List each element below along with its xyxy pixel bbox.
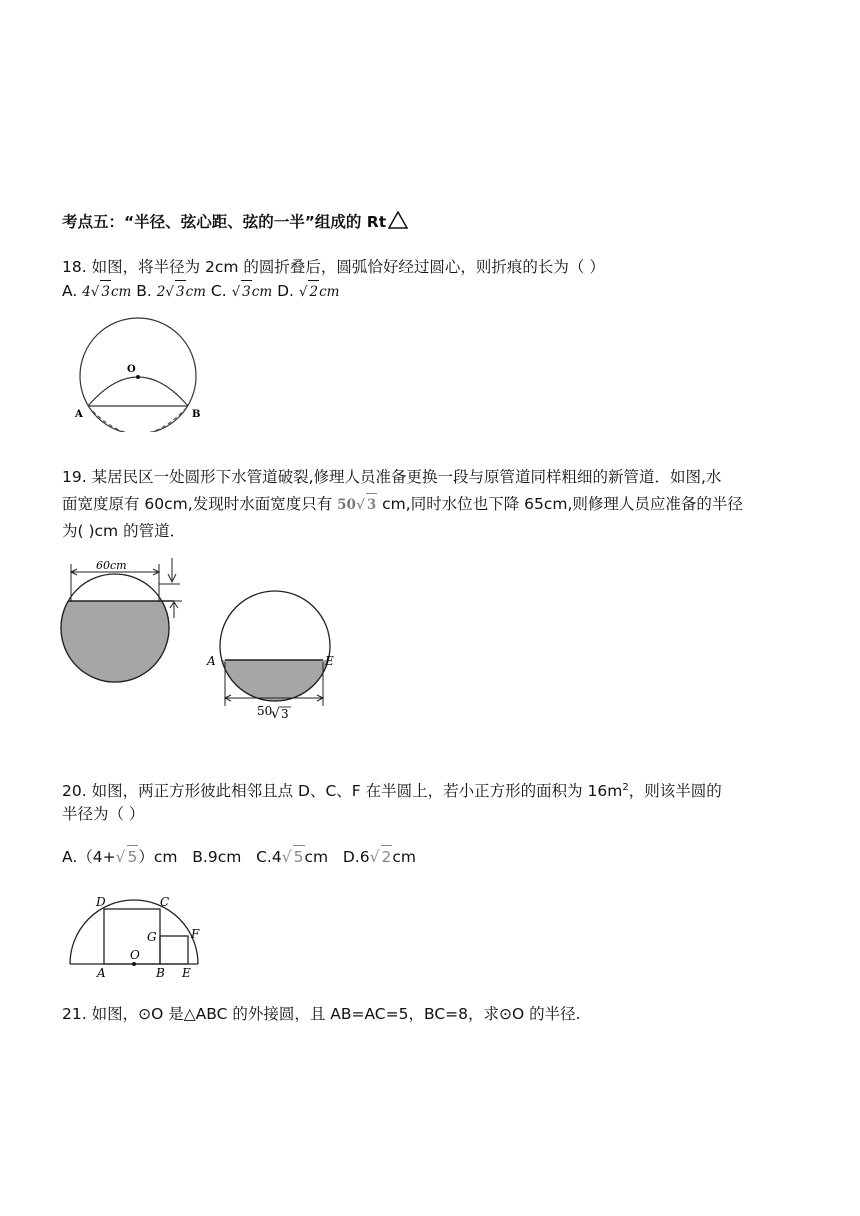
q18-option-b-coef: 2 bbox=[156, 284, 166, 300]
q19-line2-pre: 面宽度原有 60cm,发现时水面宽度只有 bbox=[62, 495, 338, 513]
triangle-icon bbox=[388, 211, 408, 229]
q18-option-a-label: A. bbox=[62, 282, 83, 300]
q20-option-d-post: cm bbox=[392, 848, 417, 866]
q19-line1: 19. 某居民区一处圆形下水管道破裂,修理人员准备更换一段与原管道同样粗细的新管道．如图,水 bbox=[62, 468, 722, 486]
q20-option-c-pre: C.4 bbox=[256, 848, 282, 866]
q20-label-f: F bbox=[191, 927, 200, 941]
q19-width-radicand: 3 bbox=[366, 493, 377, 516]
q20-option-c-rad: 5 bbox=[293, 845, 305, 868]
q19-width-coef: 50 bbox=[337, 497, 356, 513]
q20-option-a-pre: A.（4+ bbox=[62, 848, 116, 866]
q19-figure-right bbox=[205, 578, 345, 728]
q20-label-o: O bbox=[130, 948, 140, 962]
q20-label-g: G bbox=[147, 930, 157, 944]
q20-label-a: A bbox=[97, 966, 106, 980]
q19-figure-left bbox=[58, 558, 193, 698]
q18-label-b: B bbox=[192, 409, 201, 420]
q18-option-d-radicand: 2 bbox=[308, 280, 319, 303]
q18-option-b-radicand: 3 bbox=[175, 280, 186, 303]
q18-option-c-label: C. bbox=[205, 282, 232, 300]
q18-fold-arc bbox=[88, 377, 188, 406]
q20-label-e: E bbox=[182, 966, 191, 980]
q20-line1-post: ，则该半圆的 bbox=[628, 782, 722, 801]
q18-option-a-unit: cm bbox=[110, 284, 132, 300]
q20-option-d-rad: 2 bbox=[381, 845, 393, 868]
q18-label-a: A bbox=[75, 409, 83, 420]
q18-options: A. 4√ 3cm B. 2√ 3cm C. √ 3cm D. √ 2cm bbox=[62, 280, 339, 303]
q19-label-a: A bbox=[207, 654, 216, 668]
q18-stem: 18. 如图，将半径为 2cm 的圆折叠后，圆弧恰好经过圆心，则折痕的长为（ ） bbox=[62, 258, 605, 276]
q18-option-d-unit: cm bbox=[319, 284, 340, 300]
q20-options: A.（4+√ 5）cm B.9cm C.4√ 5cm D.6√ 2cm bbox=[62, 845, 416, 868]
q20-option-a-post: ）cm bbox=[138, 848, 178, 866]
q18-option-b-label: B. bbox=[131, 282, 157, 300]
section-title-text: 考点五：“半径、弦心距、弦的一半”组成的 Rt bbox=[62, 213, 387, 231]
section-title bbox=[62, 210, 408, 232]
q18-label-o: O bbox=[127, 364, 136, 375]
q18-dashed-arc bbox=[88, 406, 188, 432]
q20-label-b: B bbox=[156, 966, 165, 980]
q18-option-a-coef: 4 bbox=[82, 284, 91, 300]
q20-small-square bbox=[160, 936, 188, 964]
q18-option-c-unit: cm bbox=[251, 284, 273, 300]
q21-text: 21. 如图，⊙O 是△ABC 的外接圆，且 AB=AC=5，BC=8，求⊙O 的半径. bbox=[62, 1005, 581, 1023]
q19-label-bottom-coef: 50 bbox=[257, 704, 273, 718]
q19-label-bottom-radical: √ bbox=[271, 706, 280, 722]
q19-label-width: 60cm bbox=[96, 559, 127, 572]
q19-line3: 为( )cm 的管道． bbox=[62, 522, 186, 540]
q19-line2-post: cm,同时水位也下降 65cm,则修理人员应准备的半径 bbox=[377, 495, 743, 513]
q18-option-c-radicand: 3 bbox=[241, 280, 252, 303]
q20-line1 bbox=[62, 777, 722, 802]
q18-option-d-label: D. bbox=[272, 282, 299, 300]
q20-line1-sup: 2 bbox=[622, 782, 629, 793]
q18-center-point bbox=[136, 375, 140, 379]
q18-figure bbox=[72, 312, 212, 432]
q20-line1-pre: 20. 如图，两正方形彼此相邻且点 D、C、F 在半圆上，若小正方形的面积为 16m bbox=[62, 782, 623, 801]
q20-line2: 半径为（ ） bbox=[62, 805, 145, 823]
q20-option-b: B.9cm bbox=[192, 848, 242, 866]
q20-label-c: C bbox=[160, 895, 170, 909]
q18-option-a-radicand: 3 bbox=[100, 280, 111, 303]
q18-option-b-unit: cm bbox=[185, 284, 206, 300]
q19-label-e: E bbox=[325, 654, 334, 668]
q20-center-point bbox=[132, 962, 136, 966]
q20-option-c-post: cm bbox=[304, 848, 329, 866]
q20-label-d: D bbox=[96, 895, 106, 909]
q19-label-bottom-rad: 3 bbox=[281, 707, 289, 721]
q20-option-a-rad: 5 bbox=[127, 845, 139, 868]
q20-option-d-pre: D.6 bbox=[342, 848, 370, 866]
q19-line2: 面宽度原有 60cm,发现时水面宽度只有 50√ 3 cm,同时水位也下降 65cm,则修理人员应准备的半径 bbox=[62, 493, 743, 516]
q20-figure bbox=[64, 892, 214, 982]
